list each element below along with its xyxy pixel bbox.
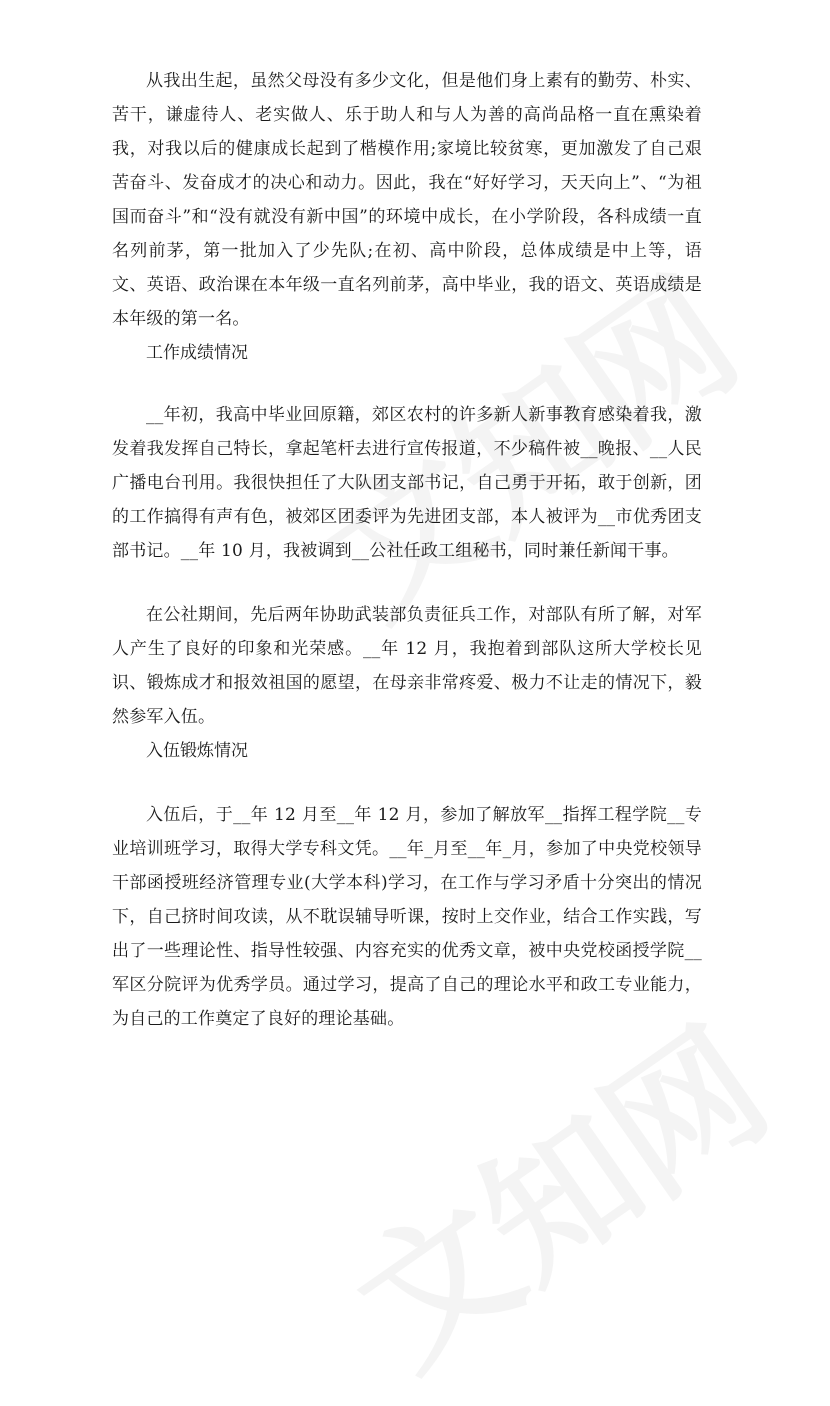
paragraph-work-achievements: __年初，我高中毕业回原籍，郊区农村的许多新人新事教育感染着我，激发着我发挥自己特长，拿起笔杆去进行宣传报道，不少稿件被__晚报、__人民广播电台刊用。我很快担任了大队团支部书记，自己勇于开拓，敢于创新，团的工作搞得有声有色，被郊区团委评为先进团支部，本人被评为__市优秀团支部书记。__年 10 月，我被调到__公社任政工组秘书，同时兼任新闻干事。 bbox=[112, 405, 702, 561]
paragraph-commune-period: 在公社期间，先后两年协助武装部负责征兵工作，对部队有所了解，对军人产生了良好的印象和光荣感。__年 12 月，我抱着到部队这所大学校长见识、锻炼成才和报效祖国的愿望，在母亲非常疼爱、极力不让走的情况下，毅然参军入伍。 bbox=[112, 605, 702, 727]
document-page bbox=[112, 64, 702, 1036]
paragraph-enlistment-training: 入伍后，于__年 12 月至__年 12 月，参加了解放军__指挥工程学院__专业培训班学习，取得大学专科文凭。__年_月至__年_月，参加了中央党校领导干部函授班经济管理专业(大学本科)学习，在工作与学习矛盾十分突出的情况下，自己挤时间攻读，从不耽误辅导听课，按时上交作业，结合工作实践，写出了一些理论性、指导性较强、内容充实的优秀文章，被中央党校函授学院__军区分院评为优秀学员。通过学习，提高了自己的理论水平和政工专业能力，为自己的工作奠定了良好的理论基础。 bbox=[112, 805, 702, 1029]
paragraph-childhood: 从我出生起，虽然父母没有多少文化，但是他们身上素有的勤劳、朴实、苦干，谦虚待人、老实做人、乐于助人和与人为善的高尚品格一直在熏染着我，对我以后的健康成长起到了楷模作用;家境比较贫寒，更加激发了自己艰苦奋斗、发奋成才的决心和动力。因此，我在“好好学习，天天向上”、“为祖国而奋斗”和“没有就没有新中国”的环境中成长，在小学阶段，各科成绩一直名列前茅，第一批加入了少先队;在初、高中阶段，总体成绩是中上等，语文、英语、政治课在本年级一直名列前茅，高中毕业，我的语文、英语成绩是本年级的第一名。 bbox=[112, 71, 702, 329]
section-heading-work-achievements: 工作成绩情况 bbox=[146, 343, 248, 363]
section-heading-enlistment-training: 入伍锻炼情况 bbox=[146, 741, 248, 761]
